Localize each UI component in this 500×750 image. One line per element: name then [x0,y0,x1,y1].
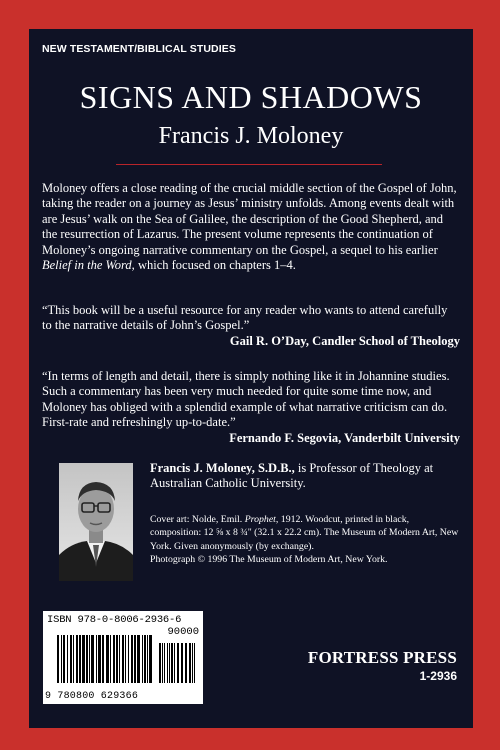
earlier-book-title: Belief in the Word, [42,258,135,273]
barcode-bar [91,635,94,683]
barcode-addon-bar [164,643,165,683]
photo-credit: Photograph © 1996 The Museum of Modern Art, New York. [150,553,388,565]
barcode-bar [57,635,59,683]
barcode-bar [113,635,115,683]
description-text: Moloney offers a close reading of the crucial middle section of the Gospel of John, taking the reader on a journey as Jesus’ ministry unfolds. Among events dealt with are Jesus’ walk on the Sea of Galilee, the description of the Good Shepherd, and the resurrection of Lazarus. The present volume represents the continuation of Moloney’s ongoing narrative commentary on the Gospel, a sequel to his earlier [42,181,457,257]
barcode-bar [96,635,97,683]
barcode-bar [122,635,124,683]
barcode-bar [73,635,74,683]
credit-prefix: Cover art: Nolde, Emil. [150,514,245,525]
isbn-label: ISBN 978-0-8006-2936-6 [47,614,182,626]
cover-art-credit [150,513,460,553]
series-label: NEW TESTAMENT/BIBLICAL STUDIES [42,43,236,55]
endorsement-text: “In terms of length and detail, there is simply nothing like it in Johannine studies. Such a commentary has been very much needed for quite some time now, and Moloney has obliged with a splendid example of what narrative criticism can do. First-rate and refreshingly up-to-date.” [42,369,450,430]
barcode-addon-bar [174,643,175,683]
barcode-bar [76,635,78,683]
barcode-bar [119,635,120,683]
barcode-bars [47,625,199,691]
barcode-bar [134,635,136,683]
endorsement-1 [42,303,460,349]
barcode-bar [102,635,104,683]
barcode-bar [79,635,81,683]
endorsement-attribution: Gail R. O’Day, Candler School of Theology [229,333,460,348]
barcode-addon-bar [169,643,170,683]
publisher-name: FORTRESS PRESS [307,648,457,667]
barcode-bar [116,635,118,683]
author-bio-text: is Professor of Theology at Australian Catholic University. [150,461,434,491]
barcode-addon-bar [181,643,183,683]
publisher-code: 1-2936 [419,669,457,683]
endorsement-attribution: Fernando F. Segovia, Vanderbilt University [229,430,460,445]
author-portrait-icon [59,463,133,581]
description-tail: which focused on chapters 1–4. [134,258,296,273]
barcode-bar [63,635,65,683]
credit-artwork-title: Prophet [244,514,276,525]
barcode-bar [98,635,101,683]
book-title: SIGNS AND SHADOWS [79,79,423,115]
barcode-addon-bar [177,643,179,683]
author-bio-name: Francis J. Moloney, S.D.B., [150,461,295,475]
endorsement-2 [42,369,460,446]
barcode-bar [131,635,133,683]
barcode-addon-bar [167,643,168,683]
barcode-bar [82,635,85,683]
barcode-bar [61,635,62,683]
book-author: Francis J. Moloney [158,123,344,149]
barcode-bar [142,635,143,683]
title-divider [116,164,382,165]
barcode-bar [110,635,111,683]
barcode-addon-bar [192,643,193,683]
cover-credit [150,513,460,566]
barcode-addon-bar [185,643,187,683]
back-cover [29,29,473,728]
barcode-addon-bar [171,643,173,683]
barcode-bar [86,635,88,683]
book-description [42,181,460,273]
barcode-bar [106,635,109,683]
barcode-addon-bar [194,643,195,683]
credit-details: , 1912. Woodcut, printed in black, composition: 12 ⅝ x 8 ¾" (32.1 x 22.2 cm). The Museum of Modern Art, New York. Given anonymously (by exchange). [150,514,459,552]
author-bio [150,461,462,492]
author-portrait-image [59,463,133,581]
barcode-bar [70,635,72,683]
isbn-barcode [43,611,203,704]
barcode-addon-bar [162,643,163,683]
barcode-bar [137,635,140,683]
barcode-addon-bar [189,643,191,683]
barcode-bar [147,635,148,683]
barcode-addon-bar [159,643,161,683]
price-code: 90000 [167,626,199,638]
barcode-bar [125,635,126,683]
barcode-bar [89,635,90,683]
ean-digits: 9 780800 629366 [45,691,139,702]
barcode-bar [67,635,68,683]
barcode-bar [144,635,146,683]
barcode-bar [128,635,129,683]
barcode-bar [149,635,152,683]
endorsement-text: “This book will be a useful resource for any reader who wants to attend carefully to the narrative details of John’s Gospel.” [42,303,448,333]
